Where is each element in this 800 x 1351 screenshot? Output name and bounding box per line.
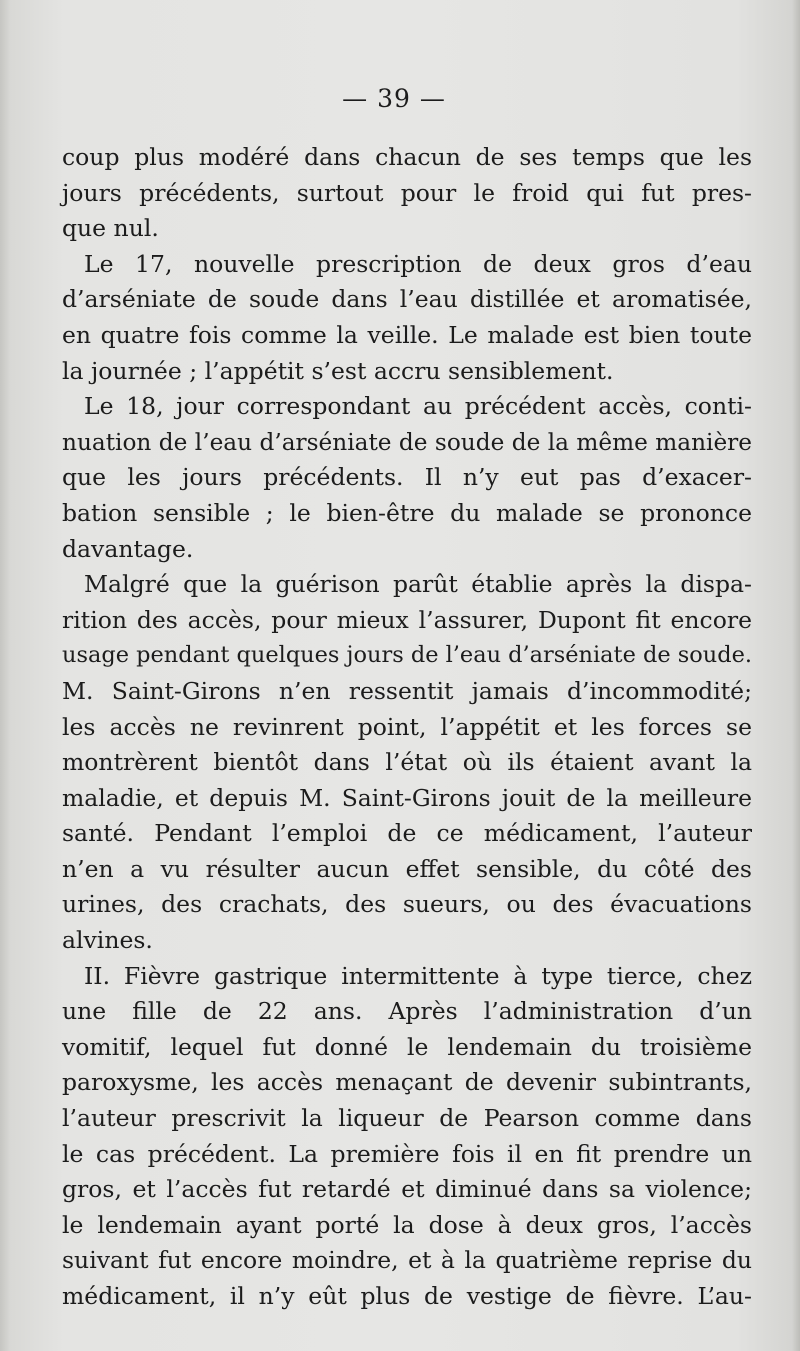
text-line: les accès ne revinrent point, l’appétit et les forces se <box>62 712 752 741</box>
text-line: en quatre fois comme la veille. Le malade est bien toute <box>62 320 752 349</box>
text-line: que les jours précédents. Il n’y eut pas d’exacer- <box>62 463 752 492</box>
text-line: médicament, il n’y eût plus de vestige de fièvre. L’au- <box>62 1282 752 1310</box>
page-edge-left <box>0 0 10 1351</box>
page-edge-right <box>792 0 800 1351</box>
text-line: Le 17, nouvelle prescription de deux gros d’eau <box>84 249 752 278</box>
text-line: l’auteur prescrivit la liqueur de Pearson comme dans <box>62 1104 752 1133</box>
text-line: la journée ; l’appétit s’est accru sensiblement. <box>62 356 614 385</box>
text-line: bation sensible ; le bien-être du malade se prononce <box>62 498 752 527</box>
text-line: d’arséniate de soude dans l’eau distillée et aromatisée, <box>62 285 752 314</box>
text-line: II. Fièvre gastrique intermittente à type tierce, chez <box>84 961 752 990</box>
text-line: que nul. <box>62 214 159 243</box>
text-line: rition des accès, pour mieux l’assurer, Dupont fit encore <box>62 605 752 634</box>
text-line: alvines. <box>62 926 153 955</box>
body-text <box>62 140 752 1315</box>
text-line: vomitif, lequel fut donné le lendemain du troisième <box>62 1032 752 1061</box>
text-line: le lendemain ayant porté la dose à deux gros, l’accès <box>62 1210 752 1239</box>
text-line: santé. Pendant l’emploi de ce médicament, l’auteur <box>62 819 752 848</box>
text-line: maladie, et depuis M. Saint-Girons jouit de la meilleure <box>62 783 752 812</box>
text-line: davantage. <box>62 534 194 563</box>
text-line: suivant fut encore moindre, et à la quatrième reprise du <box>62 1246 752 1275</box>
text-line: jours précédents, surtout pour le froid qui fut pres- <box>62 178 752 207</box>
text-line: Malgré que la guérison parût établie après la dispa- <box>84 570 752 599</box>
text-line: Le 18, jour correspondant au précédent accès, conti- <box>84 392 752 421</box>
text-line: une fille de 22 ans. Après l’administration d’un <box>62 997 752 1026</box>
text-line: M. Saint-Girons n’en ressentit jamais d’incommodité; <box>62 676 752 705</box>
text-line: nuation de l’eau d’arséniate de soude de la même manière <box>62 428 752 456</box>
page-number: — 39 — <box>342 84 446 113</box>
text-line: le cas précédent. La première fois il en fit prendre un <box>62 1139 752 1168</box>
text-line: usage pendant quelques jours de l’eau d’arséniate de soude. <box>62 642 753 669</box>
text-line: n’en a vu résulter aucun effet sensible, du côté des <box>62 854 752 883</box>
text-line: coup plus modéré dans chacun de ses temps que les <box>62 143 752 171</box>
text-line: gros, et l’accès fut retardé et diminué dans sa violence; <box>62 1175 752 1204</box>
text-line: paroxysme, les accès menaçant de devenir subintrants, <box>62 1068 752 1097</box>
text-line: urines, des crachats, des sueurs, ou des évacuations <box>62 890 752 919</box>
text-line: montrèrent bientôt dans l’état où ils étaient avant la <box>62 748 752 777</box>
